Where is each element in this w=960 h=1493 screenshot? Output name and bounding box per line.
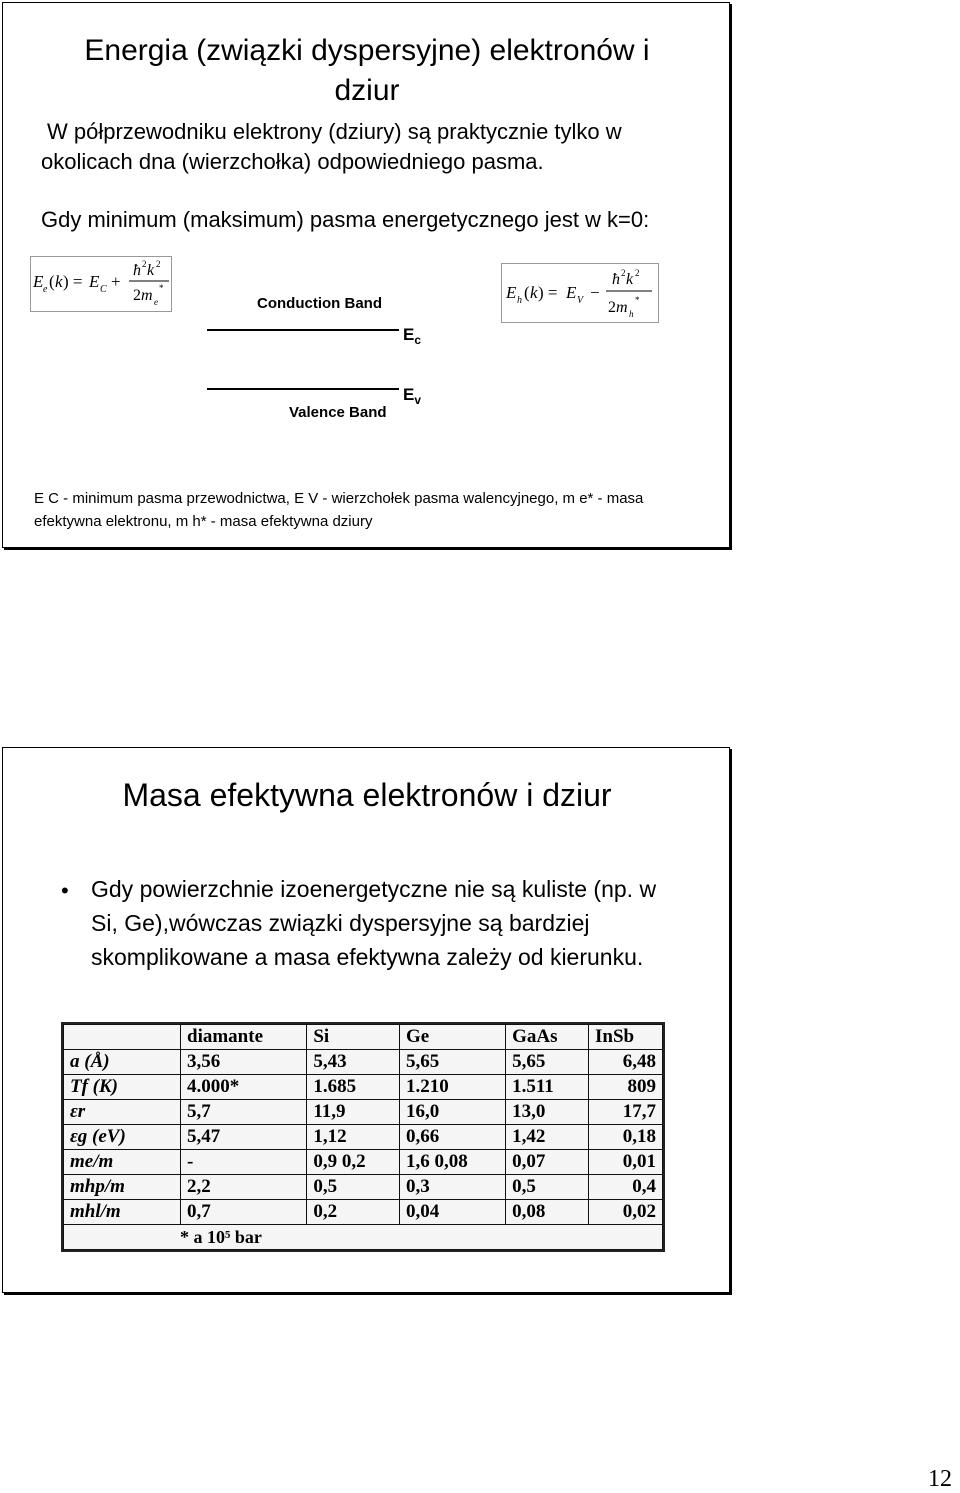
slide-effective-mass: [2, 747, 730, 1293]
electron-equation-svg: [31, 257, 171, 311]
valence-band-line: [207, 388, 399, 390]
svg-text:) =: ) =: [538, 283, 558, 302]
svg-text:h: h: [517, 295, 522, 306]
ec-label: $E_c$: [403, 325, 422, 347]
svg-text:2: 2: [142, 259, 147, 269]
table-cell: 0,18: [588, 1125, 662, 1150]
title-line-2: dziur: [334, 74, 400, 107]
title-line-1: Energia (związki dyspersyjne) elektronów i: [84, 34, 650, 67]
table-header-cell: GaAs: [506, 1025, 589, 1050]
svg-text:(: (: [49, 272, 55, 291]
conduction-band-label: Conduction Band: [257, 295, 382, 312]
svg-text:k: k: [626, 271, 634, 288]
table-cell: 1.511: [506, 1075, 589, 1100]
slide-title: [3, 31, 731, 111]
svg-text:−: −: [590, 283, 600, 302]
table-header-cell: [64, 1025, 181, 1050]
svg-text:*: *: [635, 295, 640, 305]
svg-text:ħ: ħ: [612, 271, 620, 288]
valence-band-label: Valence Band: [289, 404, 387, 421]
table-cell: 0,9 0,2: [307, 1150, 400, 1175]
svg-text:2: 2: [133, 287, 141, 304]
table-cell: 0,04: [399, 1200, 505, 1225]
table-header-cell: InSb: [588, 1025, 662, 1050]
table-cell: 0,5: [506, 1175, 589, 1200]
svg-text:m: m: [141, 287, 153, 304]
semiconductor-properties-table: [61, 1022, 665, 1252]
svg-text:E: E: [33, 272, 44, 291]
condition-text: Gdy minimum (maksimum) pasma energetycznego jest w k=0:: [41, 207, 650, 232]
table-footnote-row: [64, 1225, 663, 1250]
table-cell: 5,47: [181, 1125, 307, 1150]
svg-text:2: 2: [621, 268, 626, 278]
table-cell: 1,42: [506, 1125, 589, 1150]
bullet-line-2: Si, Ge),wówczas związki dyspersyjne są bardziej: [91, 910, 590, 936]
table-cell: 1.685: [307, 1075, 400, 1100]
page-number: 12: [928, 1466, 952, 1492]
table-cell: 5,65: [399, 1050, 505, 1075]
ev-label: $E_v$: [403, 385, 422, 407]
svg-text:C: C: [100, 284, 107, 295]
table-row-header: mhp/m: [64, 1175, 181, 1200]
table-row-header: a (Å): [64, 1050, 181, 1075]
table-header-row: [64, 1025, 663, 1050]
table-cell: -: [181, 1150, 307, 1175]
table-cell: 5,43: [307, 1050, 400, 1075]
svg-text:k: k: [55, 272, 63, 291]
table-row: [64, 1100, 663, 1125]
intro-line-2: okolicach dna (wierzchołka) odpowiedniego pasma.: [41, 149, 544, 174]
table-row: [64, 1175, 663, 1200]
electron-dispersion-equation: [30, 256, 172, 312]
table-cell: 1,6 0,08: [399, 1150, 505, 1175]
table-cell: 0,5: [307, 1175, 400, 1200]
svg-text:) =: ) =: [63, 272, 83, 291]
definitions-line-2: efektywna elektronu, m h* - masa efektywna dziury: [34, 513, 373, 530]
svg-text:+: +: [111, 272, 121, 291]
table-cell: 0,66: [399, 1125, 505, 1150]
properties-table: [63, 1024, 663, 1250]
hole-equation-svg: [502, 264, 658, 322]
definitions-line-1: E C - minimum pasma przewodnictwa, E V - wierzchołek pasma walencyjnego, m e* - masa: [34, 490, 644, 507]
table-cell: 0,08: [506, 1200, 589, 1225]
svg-text:2: 2: [635, 268, 640, 278]
svg-text:2: 2: [608, 299, 616, 316]
table-cell: 6,48: [588, 1050, 662, 1075]
table-cell: 0,2: [307, 1200, 400, 1225]
table-cell: 0,7: [181, 1200, 307, 1225]
bullet-line-3: skomplikowane a masa efektywna zależy od kierunku.: [91, 944, 644, 970]
svg-text:E: E: [89, 272, 100, 291]
table-cell: 0,4: [588, 1175, 662, 1200]
table-row-header: εr: [64, 1100, 181, 1125]
hole-dispersion-equation: [501, 263, 659, 323]
table-cell: 11,9: [307, 1100, 400, 1125]
table-cell: 16,0: [399, 1100, 505, 1125]
slide-dispersion: [2, 2, 730, 548]
table-row: [64, 1150, 663, 1175]
bullet-line-1: Gdy powierzchnie izoenergetyczne nie są kuliste (np. w: [91, 876, 657, 902]
table-cell: 1.210: [399, 1075, 505, 1100]
svg-text:(: (: [524, 283, 530, 302]
table-row-header: Tf (K): [64, 1075, 181, 1100]
table-row-header: me/m: [64, 1150, 181, 1175]
svg-text:E: E: [566, 283, 577, 302]
table-cell: 1,12: [307, 1125, 400, 1150]
table-row: [64, 1075, 663, 1100]
svg-text:E: E: [506, 283, 517, 302]
table-cell: 0,3: [399, 1175, 505, 1200]
table-row-header: mhl/m: [64, 1200, 181, 1225]
table-header-cell: Ge: [399, 1025, 505, 1050]
conduction-band-line: [207, 329, 399, 331]
svg-text:e: e: [43, 284, 48, 295]
svg-text:e: e: [154, 297, 158, 307]
table-header-cell: diamante: [181, 1025, 307, 1050]
svg-text:2: 2: [156, 259, 161, 269]
table-cell: 0,01: [588, 1150, 662, 1175]
svg-text:h: h: [629, 309, 634, 319]
table-row: [64, 1200, 663, 1225]
table-cell: 0,07: [506, 1150, 589, 1175]
table-cell: 5,65: [506, 1050, 589, 1075]
svg-text:k: k: [147, 262, 155, 279]
table-cell: 13,0: [506, 1100, 589, 1125]
table-footnote: * a 10⁵ bar: [64, 1225, 663, 1250]
slide-title: Masa efektywna elektronów i dziur: [122, 777, 612, 813]
svg-text:ħ: ħ: [133, 262, 141, 279]
table-cell: 17,7: [588, 1100, 662, 1125]
svg-text:m: m: [616, 299, 628, 316]
svg-text:k: k: [530, 283, 538, 302]
svg-text:*: *: [159, 283, 164, 293]
table-cell: 809: [588, 1075, 662, 1100]
table-cell: 3,56: [181, 1050, 307, 1075]
svg-text:V: V: [577, 295, 584, 306]
table-cell: 2,2: [181, 1175, 307, 1200]
intro-line-1: W półprzewodniku elektrony (dziury) są praktycznie tylko w: [47, 119, 622, 144]
table-row: [64, 1125, 663, 1150]
table-header-cell: Si: [307, 1025, 400, 1050]
table-cell: 5,7: [181, 1100, 307, 1125]
table-cell: 0,02: [588, 1200, 662, 1225]
table-cell: 4.000*: [181, 1075, 307, 1100]
table-row-header: εg (eV): [64, 1125, 181, 1150]
table-row: [64, 1050, 663, 1075]
bullet-icon: •: [61, 878, 69, 903]
